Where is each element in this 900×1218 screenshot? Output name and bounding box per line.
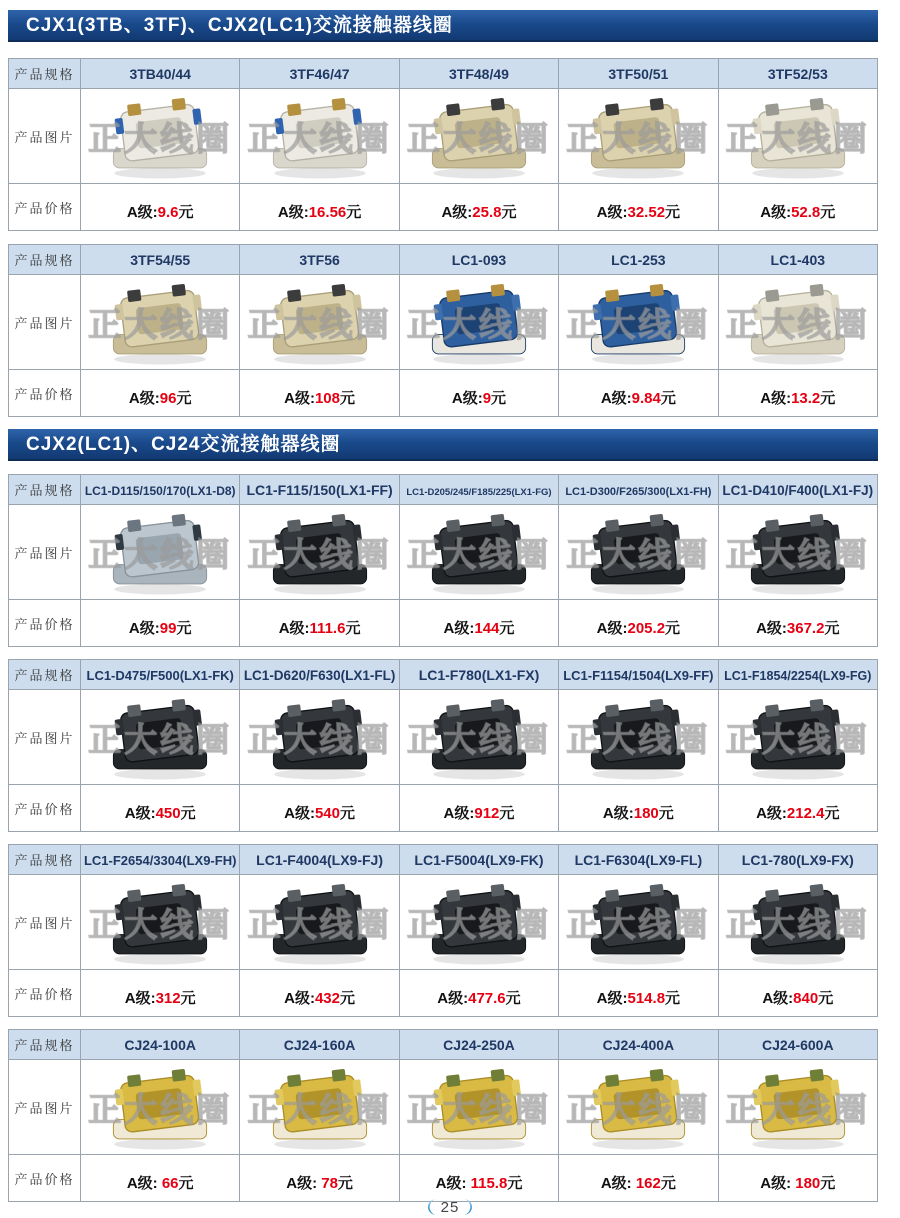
- watermark: 正大线圈: [406, 905, 551, 943]
- coil-photo-icon: [572, 1066, 704, 1152]
- price-cell: A级:180元: [559, 785, 718, 832]
- model-cell: LC1-D620/F630(LX1-FL): [240, 660, 399, 690]
- section-banner-2: CJX2(LC1)、CJ24交流接触器线圈: [8, 429, 878, 461]
- product-image-cell: [399, 89, 558, 184]
- model-cell: 3TF54/55: [81, 245, 240, 275]
- page-number: 25: [440, 1198, 460, 1216]
- coil-photo-icon: [732, 281, 864, 367]
- watermark: 正大线圈: [88, 305, 233, 343]
- price-cell: A级: 115.8元: [399, 1155, 558, 1202]
- model-cell: 3TF56: [240, 245, 399, 275]
- model-cell: LC1-F115/150(LX1-FF): [240, 475, 399, 505]
- watermark: 正大线圈: [88, 905, 233, 943]
- coil-photo-icon: [572, 511, 704, 597]
- coil-photo-icon: [572, 696, 704, 782]
- row-label-price: 产品价格: [9, 370, 81, 417]
- watermark: 正大线圈: [406, 305, 551, 343]
- watermark: 正大线圈: [247, 535, 392, 573]
- price-cell: A级:912元: [399, 785, 558, 832]
- price-cell: A级:52.8元: [718, 184, 877, 231]
- product-table-3: [8, 474, 878, 647]
- price-cell: A级:312元: [81, 970, 240, 1017]
- coil-photo-icon: [94, 1066, 226, 1152]
- watermark: 正大线圈: [247, 119, 392, 157]
- product-table-4: [8, 659, 878, 832]
- coil-photo-icon: [413, 1066, 545, 1152]
- row-label-image: 产品图片: [9, 89, 81, 184]
- coil-photo-icon: [94, 511, 226, 597]
- coil-photo-icon: [413, 511, 545, 597]
- model-cell: LC1-780(LX9-FX): [718, 845, 877, 875]
- product-image-cell: [718, 1060, 877, 1155]
- coil-photo-icon: [732, 1066, 864, 1152]
- price-cell: A级:205.2元: [559, 600, 718, 647]
- coil-photo-icon: [572, 281, 704, 367]
- price-cell: A级:144元: [399, 600, 558, 647]
- price-cell: A级:9.6元: [81, 184, 240, 231]
- model-cell: LC1-D410/F400(LX1-FJ): [718, 475, 877, 505]
- price-cell: A级:514.8元: [559, 970, 718, 1017]
- price-cell: A级:108元: [240, 370, 399, 417]
- coil-photo-icon: [572, 95, 704, 181]
- watermark: 正大线圈: [566, 1090, 711, 1128]
- page-number-right-ornament-icon: [464, 1198, 476, 1216]
- price-cell: A级: 162元: [559, 1155, 718, 1202]
- coil-photo-icon: [94, 696, 226, 782]
- model-cell: LC1-F4004(LX9-FJ): [240, 845, 399, 875]
- coil-photo-icon: [254, 696, 386, 782]
- watermark: 正大线圈: [566, 720, 711, 758]
- product-image-cell: [399, 1060, 558, 1155]
- price-cell: A级:477.6元: [399, 970, 558, 1017]
- coil-photo-icon: [254, 511, 386, 597]
- watermark: 正大线圈: [725, 720, 870, 758]
- watermark: 正大线圈: [247, 305, 392, 343]
- watermark: 正大线圈: [725, 535, 870, 573]
- price-cell: A级:9元: [399, 370, 558, 417]
- model-cell: CJ24-100A: [81, 1030, 240, 1060]
- watermark: 正大线圈: [406, 535, 551, 573]
- row-label-spec: 产品规格: [9, 845, 81, 875]
- coil-photo-icon: [413, 95, 545, 181]
- model-cell: CJ24-400A: [559, 1030, 718, 1060]
- product-image-cell: [559, 275, 718, 370]
- product-table-6: [8, 1029, 878, 1202]
- row-label-price: 产品价格: [9, 184, 81, 231]
- model-cell: 3TF52/53: [718, 59, 877, 89]
- coil-photo-icon: [732, 881, 864, 967]
- product-image-cell: [559, 690, 718, 785]
- row-label-price: 产品价格: [9, 1155, 81, 1202]
- coil-photo-icon: [94, 95, 226, 181]
- watermark: 正大线圈: [88, 119, 233, 157]
- product-table-2: [8, 244, 878, 417]
- watermark: 正大线圈: [88, 535, 233, 573]
- model-cell: LC1-093: [399, 245, 558, 275]
- coil-photo-icon: [254, 95, 386, 181]
- product-table-5: [8, 844, 878, 1017]
- model-cell: LC1-253: [559, 245, 718, 275]
- catalog-page: [8, 0, 878, 1202]
- price-cell: A级:540元: [240, 785, 399, 832]
- row-label-spec: 产品规格: [9, 475, 81, 505]
- price-cell: A级:96元: [81, 370, 240, 417]
- page-number-left-ornament-icon: [424, 1198, 436, 1216]
- model-cell: LC1-F1154/1504(LX9-FF): [559, 660, 718, 690]
- row-label-image: 产品图片: [9, 275, 81, 370]
- price-cell: A级:16.56元: [240, 184, 399, 231]
- watermark: 正大线圈: [406, 1090, 551, 1128]
- coil-photo-icon: [94, 881, 226, 967]
- row-label-price: 产品价格: [9, 785, 81, 832]
- row-label-price: 产品价格: [9, 970, 81, 1017]
- row-label-spec: 产品规格: [9, 245, 81, 275]
- coil-photo-icon: [254, 281, 386, 367]
- product-image-cell: [240, 89, 399, 184]
- model-cell: LC1-F1854/2254(LX9-FG): [718, 660, 877, 690]
- product-image-cell: [559, 1060, 718, 1155]
- model-cell: LC1-F780(LX1-FX): [399, 660, 558, 690]
- model-cell: LC1-D300/F265/300(LX1-FH): [559, 475, 718, 505]
- model-cell: CJ24-250A: [399, 1030, 558, 1060]
- row-label-image: 产品图片: [9, 690, 81, 785]
- watermark: 正大线圈: [247, 720, 392, 758]
- price-cell: A级:212.4元: [718, 785, 877, 832]
- row-label-spec: 产品规格: [9, 1030, 81, 1060]
- product-image-cell: [240, 1060, 399, 1155]
- price-cell: A级:450元: [81, 785, 240, 832]
- product-image-cell: [399, 875, 558, 970]
- page-footer: [0, 1196, 900, 1218]
- model-cell: LC1-D205/245/F185/225(LX1-FG): [399, 475, 558, 505]
- coil-photo-icon: [732, 95, 864, 181]
- product-image-cell: [240, 505, 399, 600]
- product-image-cell: [240, 690, 399, 785]
- product-image-cell: [81, 89, 240, 184]
- watermark: 正大线圈: [725, 1090, 870, 1128]
- coil-photo-icon: [413, 696, 545, 782]
- product-image-cell: [81, 275, 240, 370]
- product-image-cell: [240, 875, 399, 970]
- watermark: 正大线圈: [88, 720, 233, 758]
- row-label-spec: 产品规格: [9, 660, 81, 690]
- product-image-cell: [718, 875, 877, 970]
- price-cell: A级:432元: [240, 970, 399, 1017]
- model-cell: 3TB40/44: [81, 59, 240, 89]
- product-image-cell: [559, 89, 718, 184]
- price-cell: A级:13.2元: [718, 370, 877, 417]
- price-cell: A级:367.2元: [718, 600, 877, 647]
- section-banner-1: CJX1(3TB、3TF)、CJX2(LC1)交流接触器线圈: [8, 10, 878, 42]
- product-image-cell: [559, 505, 718, 600]
- row-label-price: 产品价格: [9, 600, 81, 647]
- price-cell: A级:25.8元: [399, 184, 558, 231]
- product-image-cell: [399, 505, 558, 600]
- model-cell: 3TF48/49: [399, 59, 558, 89]
- product-image-cell: [81, 505, 240, 600]
- price-cell: A级:32.52元: [559, 184, 718, 231]
- row-label-spec: 产品规格: [9, 59, 81, 89]
- model-cell: LC1-D115/150/170(LX1-D8): [81, 475, 240, 505]
- model-cell: CJ24-160A: [240, 1030, 399, 1060]
- watermark: 正大线圈: [88, 1090, 233, 1128]
- product-image-cell: [718, 690, 877, 785]
- coil-photo-icon: [94, 281, 226, 367]
- product-image-cell: [399, 690, 558, 785]
- row-label-image: 产品图片: [9, 875, 81, 970]
- product-image-cell: [399, 275, 558, 370]
- price-cell: A级:111.6元: [240, 600, 399, 647]
- model-cell: 3TF46/47: [240, 59, 399, 89]
- product-image-cell: [718, 89, 877, 184]
- model-cell: LC1-F6304(LX9-FL): [559, 845, 718, 875]
- product-image-cell: [81, 690, 240, 785]
- product-image-cell: [81, 875, 240, 970]
- price-cell: A级:840元: [718, 970, 877, 1017]
- coil-photo-icon: [732, 511, 864, 597]
- model-cell: CJ24-600A: [718, 1030, 877, 1060]
- watermark: 正大线圈: [247, 905, 392, 943]
- model-cell: 3TF50/51: [559, 59, 718, 89]
- watermark: 正大线圈: [247, 1090, 392, 1128]
- model-cell: LC1-F5004(LX9-FK): [399, 845, 558, 875]
- watermark: 正大线圈: [406, 119, 551, 157]
- price-cell: A级: 180元: [718, 1155, 877, 1202]
- product-image-cell: [240, 275, 399, 370]
- watermark: 正大线圈: [406, 720, 551, 758]
- row-label-image: 产品图片: [9, 505, 81, 600]
- product-image-cell: [718, 505, 877, 600]
- watermark: 正大线圈: [566, 305, 711, 343]
- price-cell: A级: 66元: [81, 1155, 240, 1202]
- model-cell: LC1-403: [718, 245, 877, 275]
- price-cell: A级: 78元: [240, 1155, 399, 1202]
- coil-photo-icon: [413, 281, 545, 367]
- row-label-image: 产品图片: [9, 1060, 81, 1155]
- product-table-1: [8, 58, 878, 231]
- watermark: 正大线圈: [725, 905, 870, 943]
- coil-photo-icon: [413, 881, 545, 967]
- product-image-cell: [718, 275, 877, 370]
- price-cell: A级:99元: [81, 600, 240, 647]
- product-image-cell: [81, 1060, 240, 1155]
- coil-photo-icon: [254, 881, 386, 967]
- product-image-cell: [559, 875, 718, 970]
- watermark: 正大线圈: [566, 535, 711, 573]
- watermark: 正大线圈: [566, 905, 711, 943]
- watermark: 正大线圈: [725, 305, 870, 343]
- coil-photo-icon: [254, 1066, 386, 1152]
- model-cell: LC1-D475/F500(LX1-FK): [81, 660, 240, 690]
- price-cell: A级:9.84元: [559, 370, 718, 417]
- coil-photo-icon: [732, 696, 864, 782]
- watermark: 正大线圈: [566, 119, 711, 157]
- model-cell: LC1-F2654/3304(LX9-FH): [81, 845, 240, 875]
- watermark: 正大线圈: [725, 119, 870, 157]
- coil-photo-icon: [572, 881, 704, 967]
